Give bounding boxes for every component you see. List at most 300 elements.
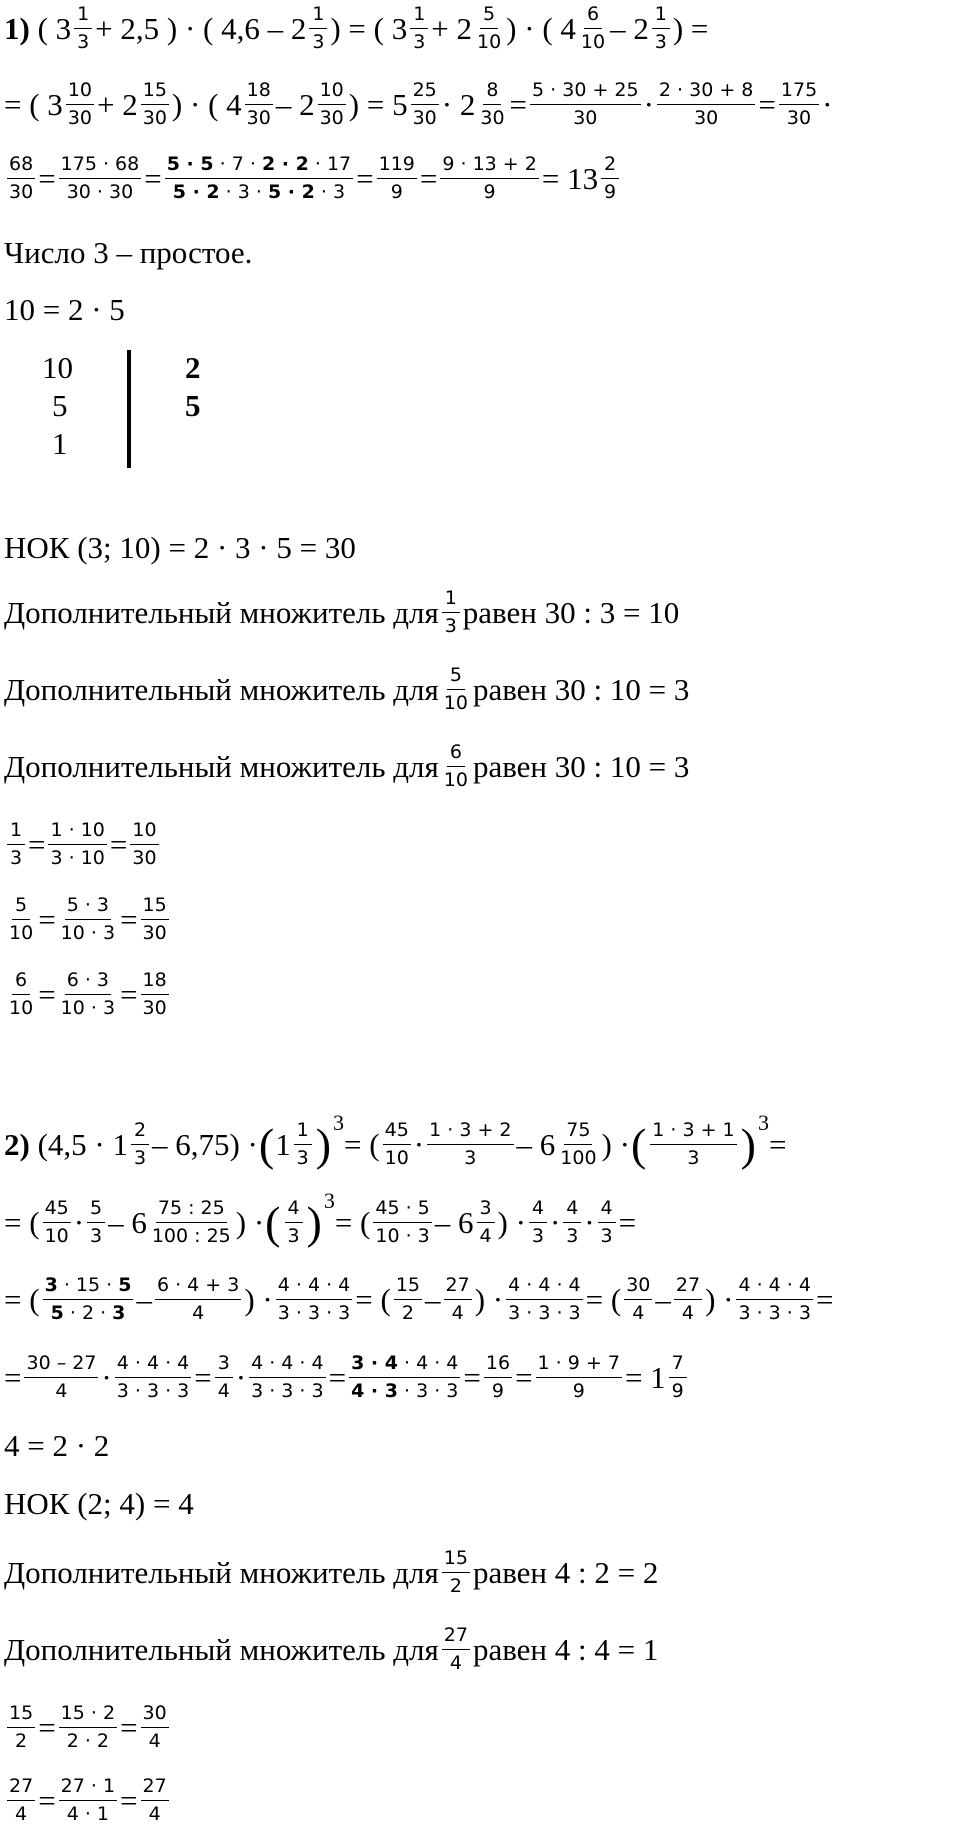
- p2-line-2: [4, 1187, 637, 1248]
- math-token: 2 · 2: [261, 153, 309, 175]
- denominator: 4: [632, 1302, 645, 1325]
- numerator: 18: [245, 80, 273, 105]
- fraction: [141, 1703, 169, 1753]
- denominator: 2: [15, 1730, 28, 1753]
- denominator: 10: [476, 31, 502, 54]
- math-token: =: [463, 1359, 481, 1395]
- fraction: [24, 1353, 98, 1403]
- fraction: [249, 1353, 326, 1403]
- fraction: [442, 742, 470, 792]
- factor-right-0: 2: [185, 350, 201, 385]
- numerator: 30 – 27: [24, 1353, 98, 1378]
- fraction: [66, 80, 94, 130]
- denominator: 30: [573, 107, 598, 130]
- denominator: 4: [148, 1803, 161, 1826]
- math-token: равен: [462, 594, 537, 630]
- math-token: 5: [118, 1274, 132, 1296]
- fraction: [440, 154, 538, 204]
- numerator: 1 · 10: [48, 820, 106, 845]
- math-token: ) ·: [235, 1204, 265, 1240]
- p2-line-3: [4, 1275, 833, 1325]
- expr: + 2,5 ) · ( 4,6 – 2: [95, 10, 307, 46]
- denominator: 30: [694, 107, 719, 130]
- math-token: ) ·: [474, 1281, 504, 1317]
- denominator: 3: [287, 1225, 300, 1248]
- dop-line-5: [4, 1625, 658, 1675]
- numerator: 1 · 9 + 7: [536, 1353, 622, 1378]
- math-token: =: [768, 1126, 787, 1162]
- numerator: 1 · 3 + 2: [427, 1120, 513, 1145]
- numerator: 4: [285, 1198, 303, 1223]
- fraction: [563, 1198, 581, 1248]
- fraction: [394, 1275, 422, 1325]
- math-token: = (: [4, 1281, 40, 1317]
- denominator: 3: [531, 1225, 544, 1248]
- fraction: [779, 80, 819, 130]
- expr: · 2: [441, 86, 476, 122]
- math-token: =: [120, 976, 138, 1012]
- math-token: =: [509, 86, 528, 122]
- numerator: 1: [652, 4, 670, 29]
- numerator: 2 · 30 + 8: [657, 80, 755, 105]
- numerator: 27: [674, 1275, 702, 1300]
- numerator: 5 · 3: [65, 895, 111, 920]
- numerator: 27 · 1: [59, 1776, 117, 1801]
- fraction: [294, 1120, 312, 1170]
- expr: ) · ( 4: [506, 10, 576, 46]
- numerator: 75: [564, 1120, 592, 1145]
- math-token: равен: [472, 748, 548, 784]
- math-token: = (: [344, 1126, 380, 1162]
- numerator: 3: [215, 1353, 233, 1378]
- math-token: =: [38, 976, 56, 1012]
- p2-number: 2): [4, 1126, 30, 1162]
- dop-line-4: [4, 1548, 658, 1598]
- numerator: 6: [447, 742, 465, 767]
- denominator: 3: [654, 31, 667, 54]
- numerator: 15: [141, 895, 169, 920]
- numerator: 27: [141, 1776, 169, 1801]
- numerator: 1: [74, 4, 92, 29]
- math-token: равен: [472, 671, 548, 707]
- factor-left-0: 10: [42, 350, 73, 385]
- fraction: [59, 1776, 117, 1826]
- conversion-4: [4, 1703, 172, 1753]
- fraction: [410, 4, 428, 54]
- denominator: [171, 179, 347, 203]
- numerator: 6 · 4 + 3: [155, 1275, 241, 1300]
- p2-line-1: [4, 1109, 787, 1170]
- math-token: ) ·: [497, 1204, 526, 1240]
- fraction: [506, 1275, 583, 1325]
- math-token: 3: [44, 1274, 58, 1296]
- factorization-4: 4 = 2 · 2: [4, 1428, 110, 1463]
- numerator: 4 · 4 · 4: [506, 1275, 583, 1300]
- numerator: 30: [624, 1275, 652, 1300]
- numerator: 5: [447, 665, 465, 690]
- conversion-3: [4, 970, 172, 1020]
- denominator: 4: [451, 1302, 464, 1325]
- denominator: 4: [479, 1225, 492, 1248]
- math-token: (: [258, 1118, 275, 1170]
- fraction: [377, 154, 417, 204]
- fraction: [276, 1275, 353, 1325]
- numerator: 10: [66, 80, 94, 105]
- math-token: 1: [275, 1126, 291, 1162]
- dop-line-1: [4, 588, 679, 638]
- fraction: [131, 1120, 149, 1170]
- math-token: ·: [73, 1204, 85, 1240]
- numerator: 27: [442, 1625, 470, 1650]
- math-token: =: [515, 1359, 533, 1395]
- denominator: 3 · 3 · 3: [277, 1302, 351, 1325]
- denominator: 3: [600, 1225, 613, 1248]
- numerator: 1: [294, 1120, 312, 1145]
- numerator: 4 · 4 · 4: [276, 1275, 353, 1300]
- denominator: 3: [464, 1147, 477, 1170]
- numerator: 4 · 4 · 4: [249, 1353, 326, 1378]
- fraction: [43, 1198, 71, 1248]
- math-token: Дополнительный множитель для: [4, 594, 439, 630]
- denominator: 4: [15, 1803, 28, 1826]
- fraction: [442, 1625, 470, 1675]
- numerator: 18: [141, 970, 169, 995]
- denominator: 30: [480, 107, 505, 130]
- p1-line-1: [4, 4, 708, 54]
- numerator: 4: [598, 1198, 616, 1223]
- denominator: 2: [449, 1575, 462, 1598]
- expr: = 13: [541, 160, 599, 196]
- math-token: 4 : 2 = 2: [554, 1554, 659, 1590]
- denominator: 10: [9, 922, 34, 945]
- dop-line-2: [4, 665, 689, 715]
- numerator: 25: [411, 80, 439, 105]
- denominator: 3: [9, 847, 23, 870]
- denominator: 2 · 2: [66, 1730, 110, 1753]
- numerator: 1: [309, 4, 327, 29]
- expr: ) =: [672, 10, 709, 46]
- math-token: 3: [323, 1187, 335, 1213]
- math-token: –: [425, 1281, 441, 1317]
- numerator: 15 · 2: [59, 1703, 117, 1728]
- math-token: = 1: [624, 1359, 666, 1395]
- denominator: 30: [67, 107, 92, 130]
- fraction: [736, 1275, 813, 1325]
- math-token: 4 · 3: [351, 1380, 398, 1403]
- fraction: [477, 1198, 495, 1248]
- math-token: ): [740, 1118, 756, 1170]
- denominator: 30: [142, 997, 167, 1020]
- divider-line: [127, 350, 131, 468]
- fraction: [536, 1353, 622, 1403]
- expr: + 2: [431, 10, 472, 46]
- math-token: равен: [472, 1631, 548, 1667]
- numerator: 175 · 68: [59, 154, 142, 179]
- denominator: 3 · 3 · 3: [508, 1302, 581, 1325]
- math-token: = (: [355, 1281, 391, 1317]
- fraction: [141, 80, 169, 130]
- denominator: 10: [443, 769, 468, 792]
- numerator: [165, 154, 353, 179]
- math-token: =: [120, 1782, 138, 1818]
- math-token: ) ·: [601, 1126, 630, 1162]
- numerator: 15: [442, 1548, 470, 1573]
- fraction: [48, 820, 106, 870]
- denominator: 3: [296, 1147, 309, 1170]
- math-token: ): [315, 1118, 332, 1170]
- fraction: [141, 895, 169, 945]
- math-token: Дополнительный множитель для: [4, 1631, 439, 1667]
- denominator: 9: [390, 181, 403, 204]
- fraction: [475, 4, 503, 54]
- denominator: 9: [483, 181, 496, 204]
- numerator: 1: [410, 4, 428, 29]
- math-token: · 15 ·: [57, 1274, 119, 1296]
- denominator: 2: [401, 1302, 414, 1325]
- denominator: 3: [77, 31, 90, 54]
- denominator: 30: [132, 847, 157, 870]
- fraction: [442, 1548, 470, 1598]
- fraction: [59, 895, 117, 945]
- factored-fraction: [165, 154, 353, 204]
- denominator: 4 · 1: [66, 1803, 110, 1826]
- denominator: 3: [90, 1225, 103, 1248]
- factor-division-table: [30, 350, 220, 470]
- fraction: [7, 895, 35, 945]
- math-token: =: [38, 1782, 56, 1818]
- denominator: 30: [246, 107, 271, 130]
- denominator: [49, 1300, 128, 1324]
- numerator: 8: [483, 80, 501, 105]
- factorization-10: 10 = 2 · 5: [4, 292, 125, 327]
- math-token: 4 : 4 = 1: [554, 1631, 659, 1667]
- numerator: 1: [442, 588, 460, 613]
- denominator: 10: [580, 31, 606, 54]
- math-token: =: [356, 160, 374, 196]
- fraction: [442, 665, 470, 715]
- fraction: [652, 4, 670, 54]
- math-token: · 4 · 4: [397, 1352, 459, 1374]
- fraction: [530, 80, 641, 130]
- numerator: [349, 1353, 460, 1378]
- fraction: [444, 1275, 472, 1325]
- math-token: =: [28, 826, 46, 862]
- math-token: = (: [4, 1204, 40, 1240]
- p2-line-4: [4, 1353, 690, 1403]
- fraction: [442, 588, 460, 638]
- math-token: (: [265, 1196, 281, 1248]
- denominator: 10: [44, 1225, 69, 1248]
- numerator: 175: [779, 80, 819, 105]
- math-token: – 6: [516, 1126, 556, 1162]
- math-token: –: [136, 1281, 152, 1317]
- fraction: [115, 1353, 192, 1403]
- numerator: 45 · 5: [373, 1198, 431, 1223]
- denominator: 30: [142, 922, 167, 945]
- nok-line-2: НОК (2; 4) = 4: [4, 1486, 194, 1521]
- numerator: 7: [669, 1353, 687, 1378]
- math-token: =: [38, 1709, 56, 1745]
- math-token: 30 : 10 = 3: [554, 671, 690, 707]
- denominator: 30: [786, 107, 812, 130]
- math-token: · 3 · 3: [397, 1380, 459, 1403]
- p1-line-3: [4, 154, 622, 204]
- denominator: 30: [319, 107, 344, 130]
- fraction: [285, 1198, 303, 1248]
- math-token: 3: [757, 1109, 769, 1135]
- denominator: 10 · 3: [375, 1225, 430, 1248]
- dop-line-3: [4, 742, 689, 792]
- fraction: [59, 1703, 117, 1753]
- numerator: 1 · 3 + 1: [650, 1120, 736, 1145]
- math-token: 30 : 3 = 10: [544, 594, 680, 630]
- fraction: [87, 1198, 105, 1248]
- prime-note: Число 3 – простое.: [4, 235, 253, 270]
- fraction: [141, 1776, 169, 1826]
- factor-right-1: 5: [185, 388, 201, 423]
- math-token: 5 · 2: [172, 181, 220, 204]
- fraction: [427, 1120, 513, 1170]
- math-token: 3: [112, 1302, 126, 1325]
- denominator: 30: [412, 107, 437, 130]
- fraction: [484, 1353, 512, 1403]
- numerator: 45: [383, 1120, 411, 1145]
- denominator: 3: [566, 1225, 579, 1248]
- math-token: –: [655, 1281, 671, 1317]
- math-token: =: [120, 1709, 138, 1745]
- numerator: 16: [484, 1353, 512, 1378]
- math-token: =: [38, 160, 56, 196]
- math-token: =: [419, 160, 438, 196]
- fraction: [598, 1198, 616, 1248]
- math-token: 30 : 10 = 3: [554, 748, 690, 784]
- denominator: 10 · 3: [60, 922, 116, 945]
- fraction: [309, 4, 327, 54]
- numerator: 5: [480, 4, 498, 29]
- fraction: [7, 820, 25, 870]
- fraction: [43, 1275, 134, 1325]
- math-token: = (: [334, 1204, 371, 1240]
- denominator: 4: [681, 1302, 695, 1325]
- math-token: =: [109, 826, 128, 862]
- denominator: 3: [413, 31, 426, 54]
- numerator: [43, 1275, 134, 1300]
- fraction: [130, 820, 158, 870]
- denominator: 9: [671, 1380, 684, 1403]
- math-token: (4,5 · 1: [37, 1126, 128, 1162]
- denominator: 4: [55, 1380, 68, 1403]
- denominator: 9: [604, 181, 617, 204]
- fraction: [411, 80, 439, 130]
- fraction: [245, 80, 273, 130]
- fraction: [478, 80, 506, 130]
- math-token: ·: [584, 1204, 595, 1240]
- math-token: · 2 ·: [63, 1302, 113, 1325]
- math-token: · 3: [314, 181, 346, 204]
- factor-left-1: 5: [52, 388, 68, 423]
- numerator: 4 · 4 · 4: [736, 1275, 813, 1300]
- expr: ( 3: [37, 10, 72, 46]
- math-token: 5 · 5: [166, 153, 214, 175]
- math-token: =: [38, 901, 56, 937]
- conversion-2: [4, 895, 172, 945]
- math-token: =: [194, 1359, 212, 1395]
- math-token: Дополнительный множитель для: [4, 1554, 439, 1590]
- numerator: 3: [477, 1198, 495, 1223]
- expr: – 2: [275, 86, 315, 122]
- math-token: Дополнительный множитель для: [4, 748, 439, 784]
- fraction: [669, 1353, 687, 1403]
- math-token: – 6: [434, 1204, 474, 1240]
- denominator: 4: [449, 1652, 462, 1675]
- math-token: · 3 ·: [219, 181, 268, 204]
- numerator: 10: [318, 80, 346, 105]
- denominator: 3: [444, 615, 457, 638]
- math-token: =: [815, 1281, 834, 1317]
- fraction: [7, 970, 35, 1020]
- math-token: 5: [50, 1302, 64, 1325]
- fraction: [59, 970, 117, 1020]
- math-token: =: [120, 901, 138, 937]
- numerator: 27: [7, 1776, 35, 1801]
- numerator: 15: [394, 1275, 422, 1300]
- numerator: 5: [87, 1198, 105, 1223]
- expr: – 2: [610, 10, 649, 46]
- math-token: равен: [472, 1554, 548, 1590]
- denominator: 10: [9, 997, 34, 1020]
- math-token: ·: [643, 86, 654, 122]
- fraction: [349, 1353, 460, 1403]
- denominator: 100: [560, 1147, 597, 1170]
- numerator: 1: [7, 820, 25, 845]
- fraction: [650, 1120, 736, 1170]
- numerator: 5 · 30 + 25: [530, 80, 641, 105]
- expr: = ( 3: [4, 86, 63, 122]
- denominator: [349, 1378, 460, 1402]
- numerator: 2: [601, 154, 619, 179]
- fraction: [215, 1353, 233, 1403]
- math-token: =: [618, 1204, 637, 1240]
- fraction: [150, 1198, 233, 1248]
- denominator: 9: [491, 1380, 505, 1403]
- fraction: [674, 1275, 702, 1325]
- fraction: [155, 1275, 241, 1325]
- math-token: 5 · 2: [267, 181, 315, 204]
- denominator: 3 · 10: [50, 847, 105, 870]
- nok-line: НОК (3; 10) = 2 · 3 · 5 = 30: [4, 530, 356, 565]
- denominator: 3 · 3 · 3: [116, 1380, 190, 1403]
- math-token: =: [758, 86, 776, 122]
- expr: ) = ( 3: [330, 10, 408, 46]
- numerator: 75 : 25: [156, 1198, 227, 1223]
- numerator: 68: [7, 154, 35, 179]
- denominator: 10 · 3: [60, 997, 116, 1020]
- math-token: =: [328, 1359, 347, 1395]
- numerator: 30: [141, 1703, 169, 1728]
- fraction: [7, 1703, 35, 1753]
- p1-number: 1): [4, 10, 30, 46]
- math-token: – 6,75) ·: [151, 1126, 258, 1162]
- denominator: 100 : 25: [151, 1225, 231, 1248]
- denominator: 30: [142, 107, 167, 130]
- numerator: 119: [377, 154, 417, 179]
- numerator: 6 · 3: [65, 970, 111, 995]
- fraction: [601, 154, 619, 204]
- numerator: 6: [12, 970, 30, 995]
- fraction: [558, 1120, 598, 1170]
- numerator: 4: [563, 1198, 581, 1223]
- numerator: 4 · 4 · 4: [115, 1353, 192, 1378]
